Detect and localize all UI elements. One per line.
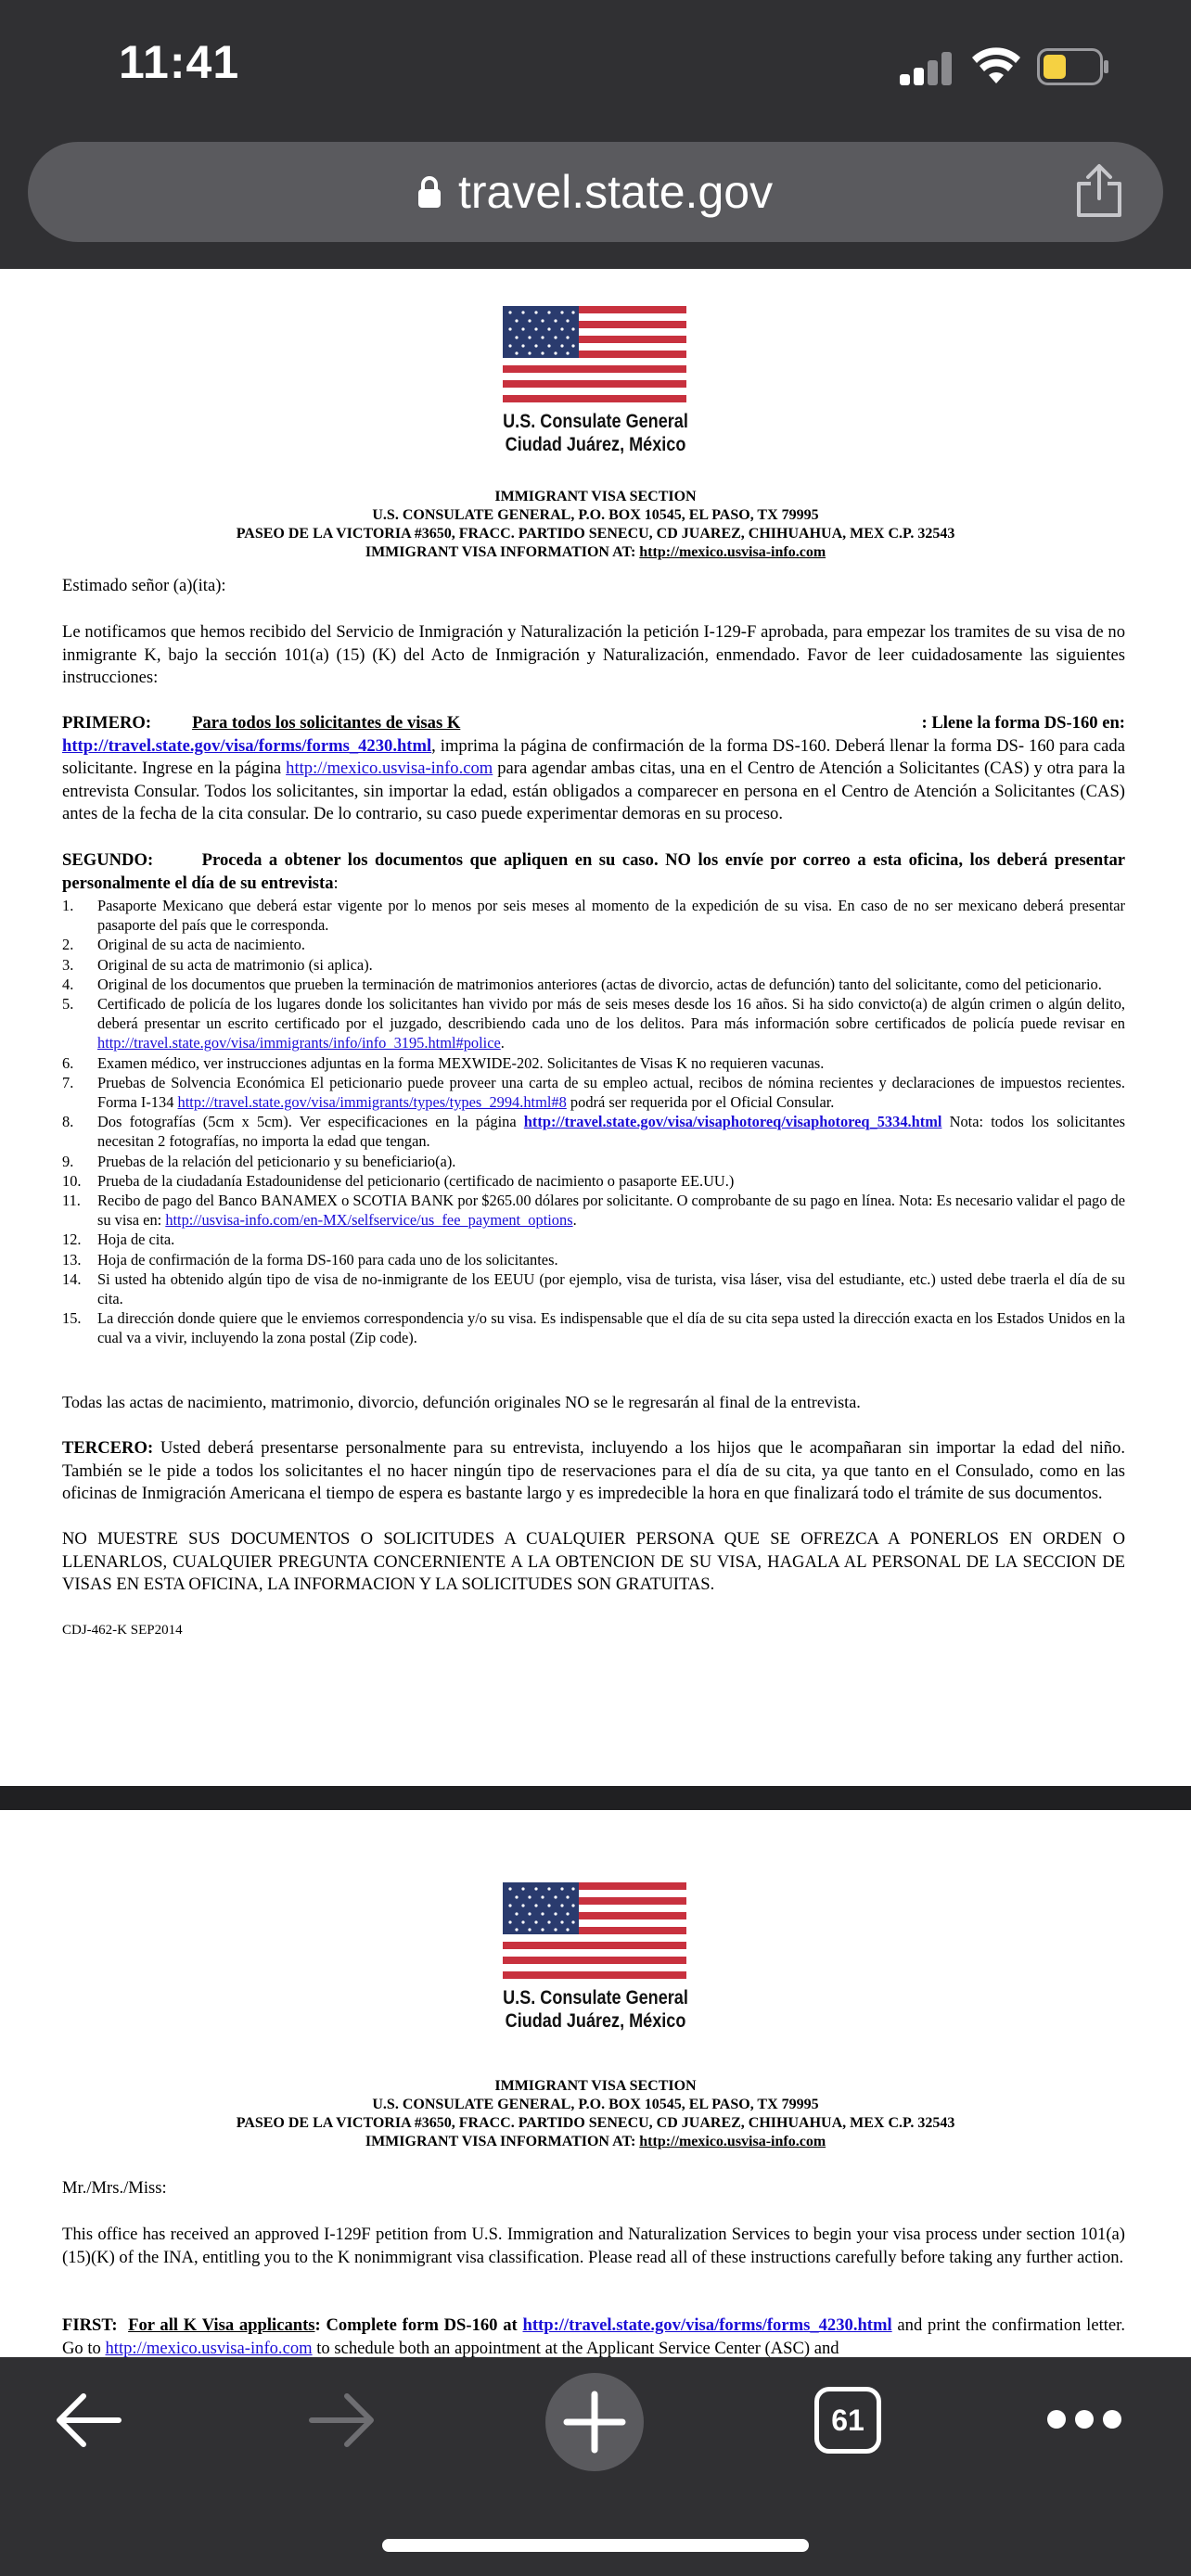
- document-list-item: [62, 1250, 1125, 1269]
- header-link[interactable]: http://mexico.usvisa-info.com: [639, 2134, 826, 2149]
- list-item-text: Original de su acta de nacimiento.: [97, 936, 305, 954]
- letterhead-line: IMMIGRANT VISA SECTION: [494, 2078, 697, 2094]
- logo-line-1: U.S. Consulate General: [503, 411, 688, 432]
- letterhead-line: U.S. CONSULATE GENERAL, P.O. BOX 10545, EL PASO, TX 79995: [372, 2097, 819, 2112]
- back-arrow-icon[interactable]: [54, 2391, 124, 2450]
- salutation: Mr./Mrs./Miss:: [62, 2178, 167, 2198]
- list-item-text: Pruebas de Solvencia Económica El peticionario puede proveer una carta de su empleo actual, recibos de nómina recientes y declaraciones de impuestos recientes. Forma I-134: [97, 1073, 1125, 1112]
- page-separator: [0, 1786, 1191, 1810]
- letterhead-line: PASEO DE LA VICTORIA #3650, FRACC. PARTIDO SENECU, CD JUAREZ, CHIHUAHUA, MEX C.P. 32543: [236, 2115, 955, 2131]
- list-item-number: 5.: [62, 995, 74, 1014]
- intro-paragraph: Le notificamos que hemos recibido del Servicio de Inmigración y Naturalización la petición I-129-F aprobada, para empezar los tramites de su visa de no inmigrante K, bajo la sección 101(a) (15) (K) del Acto de Inmigración y Naturalización, enmendado. Favor de leer cuidadosamente las siguientes instrucciones:: [62, 622, 1125, 687]
- list-item-number: 14.: [62, 1269, 82, 1288]
- document-page-2: [0, 1810, 1191, 2357]
- lock-icon: [417, 175, 442, 209]
- tab-count: 61: [831, 2403, 864, 2437]
- cellular-signal-icon: [900, 52, 952, 85]
- list-item-number: 10.: [62, 1171, 82, 1190]
- warning-paragraph: NO MUESTRE SUS DOCUMENTOS O SOLICITUDES A CUALQUIER PERSONA QUE SE OFREZCA A PONERLOS EN ORDEN O LLENARLOS, CUALQUIER PREGUNTA CONCERNIENTE A LA OBTENCION DE SU VISA, HAGALA AL PERSONAL DE LA SECCION DE VISAS EN ESTA OFICINA, LA INFORMACION Y LA SOLICITUDES SON GRATUITAS.: [62, 1529, 1125, 1594]
- document-list-item: [62, 896, 1125, 935]
- letterhead: [130, 488, 1061, 562]
- first-paragraph: FIRST: For all K Visa applicants: Complete form DS-160 at http://travel.state.gov/visa/forms/forms_4230.html and print the confirmation letter. Go to http://mexico.usvisa-info.com to schedule both an appointment at the Applicant Service Center (ASC) and: [62, 2315, 1125, 2357]
- list-item-number: 1.: [62, 897, 74, 914]
- list-item-number: 6.: [62, 1053, 74, 1072]
- header-link[interactable]: http://mexico.usvisa-info.com: [639, 544, 826, 560]
- document-list-item: [62, 1308, 1125, 1347]
- new-tab-icon[interactable]: [544, 2371, 646, 2473]
- list-item-text: Recibo de pago del Banco BANAMEX o SCOTIA BANK por $265.00 dólares por solicitante. O comprobante de su pago en línea. Nota: Es necesario validar el pago de su visa en:: [97, 1192, 1125, 1230]
- document-list-item: [62, 955, 1125, 975]
- list-item-number: 13.: [62, 1250, 82, 1269]
- list-item-text: Dos fotografías (5cm x 5cm). Ver especificaciones en la página: [97, 1113, 517, 1131]
- document-list-item: [62, 994, 1125, 1053]
- battery-icon: [1037, 48, 1109, 85]
- list-item-text: Pruebas de la relación del peticionario y su beneficiario(a).: [97, 1152, 456, 1170]
- list-item-number: 11.: [62, 1192, 81, 1210]
- list-item-text: Si usted ha obtenido algún tipo de visa de no-inmigrante de los EEUU (por ejemplo, visa de turista, visa láser, visa del estudiante, etc.) usted debe traerla el día de su cita.: [97, 1269, 1125, 1308]
- address-bar-url[interactable]: travel.state.gov: [458, 166, 774, 218]
- list-item-link[interactable]: http://usvisa-info.com/en-MX/selfservice/us_fee_payment_options: [165, 1211, 573, 1230]
- form-code: CDJ-462-K SEP2014: [62, 1623, 183, 1638]
- document-list-item: [62, 1230, 1125, 1249]
- list-item-link[interactable]: http://travel.state.gov/visa/immigrants/info/info_3195.html#police: [97, 1034, 501, 1052]
- list-item-text: Examen médico, ver instrucciones adjuntas en la forma MEXWIDE-202. Solicitantes de Visas K no requieren vacunas.: [97, 1053, 825, 1072]
- letterhead: [130, 2077, 1061, 2151]
- consulate-logo-text: [403, 1986, 788, 2033]
- list-item-text: Hoja de cita.: [97, 1231, 175, 1249]
- consulate-logo-text: [403, 410, 788, 456]
- required-documents-list: [62, 896, 1125, 1348]
- tabs-button[interactable]: [814, 2387, 881, 2454]
- list-item-number: 7.: [62, 1073, 74, 1091]
- letterhead-line: U.S. CONSULATE GENERAL, P.O. BOX 10545, EL PASO, TX 79995: [372, 507, 819, 523]
- intro-paragraph: This office has received an approved I-129F petition from U.S. Immigration and Naturalization Services to begin your visa process under section 101(a)(15)(K) of the INA, entitling you to the K nonimmigrant visa classification. Please read all of these instructions carefully before taking any further action.: [62, 2225, 1125, 2267]
- list-item-link[interactable]: http://travel.state.gov/visa/immigrants/types/types_2994.html#8: [177, 1093, 567, 1112]
- share-icon[interactable]: [1070, 163, 1128, 219]
- salutation: Estimado señor (a)(ita):: [62, 576, 226, 595]
- letterhead-line: IMMIGRANT VISA INFORMATION AT: http://mexico.usvisa-info.com: [365, 544, 826, 560]
- usvisa-info-link[interactable]: http://mexico.usvisa-info.com: [286, 759, 493, 778]
- wifi-icon: [972, 46, 1020, 85]
- document-list-item: [62, 1171, 1125, 1191]
- forward-arrow-icon[interactable]: [306, 2391, 377, 2450]
- list-item-number: 9.: [62, 1152, 74, 1170]
- list-item-text: Certificado de policía de los lugares donde los solicitantes han vivido por más de seis meses desde los 16 años. Si ha sido convicto(a) de algún crimen o algún delito, deberá presentar un escrito certificado por el juzgado, describiendo cada uno de los delitos. Para más información sobre certificados de policía puede revisar en: [97, 995, 1125, 1033]
- list-item-number: 2.: [62, 936, 74, 954]
- letterhead-line: IMMIGRANT VISA INFORMATION AT: http://mexico.usvisa-info.com: [365, 2134, 826, 2149]
- document-list-item: [62, 1269, 1125, 1308]
- document-list-item: [62, 1073, 1125, 1112]
- logo-line-2: Ciudad Juárez, México: [505, 2010, 686, 2032]
- document-list-item: [62, 1053, 1125, 1073]
- list-item-text: Original de los documentos que prueben la terminación de matrimonios anteriores (actas de divorcio, actas de defunción) tanto del solicitante, como del peticionario.: [97, 975, 1102, 993]
- more-options-icon[interactable]: [1044, 2405, 1124, 2433]
- document-list-item: [62, 1112, 1125, 1151]
- list-item-text-after: .: [500, 1034, 505, 1052]
- document-list-item: [62, 975, 1125, 994]
- list-item-number: 15.: [62, 1309, 82, 1328]
- list-item-text-after: podrá ser requerida por el Oficial Consular.: [570, 1093, 835, 1112]
- usvisa-info-link[interactable]: http://mexico.usvisa-info.com: [105, 2338, 313, 2357]
- status-time: 11:41: [119, 36, 240, 88]
- tercero-paragraph: TERCERO: Usted deberá presentarse personalmente para su entrevista, incluyendo a los hijos que le acompañaran sin importar la edad del niño. También se le pide a todos los solicitantes el no hacer ningún tipo de reservaciones para el día de su cita, ya que tanto en el Consulado, como en las oficinas de Inmigración Americana el tiempo de espera es bastante largo y es impredecible la hora en que finalizará todo el trámite de sus documentos.: [62, 1438, 1125, 1503]
- us-flag-logo: [503, 306, 686, 402]
- list-item-text: La dirección donde quiere que le enviemos correspondencia y/o su visa. Es indispensable que el día de su cita sepa usted la dirección exacta en los Estados Unidos en la cual va a vivir, incluyendo la zona postal (Zip code).: [97, 1309, 1125, 1347]
- list-item-text: Prueba de la ciudadanía Estadounidense del peticionario (certificado de nacimiento o pasaporte EE.UU.): [97, 1171, 735, 1190]
- primero-first-line: PRIMERO: Para todos los solicitantes de visas K : Llene la forma DS-160 en:: [62, 713, 1125, 733]
- list-item-number: 4.: [62, 975, 74, 993]
- logo-line-2: Ciudad Juárez, México: [505, 434, 686, 455]
- list-item-text: Original de su acta de matrimonio (si aplica).: [97, 955, 373, 974]
- logo-line-1: U.S. Consulate General: [503, 1987, 688, 2009]
- letterhead-line: PASEO DE LA VICTORIA #3650, FRACC. PARTIDO SENECU, CD JUAREZ, CHIHUAHUA, MEX C.P. 32543: [236, 526, 955, 542]
- list-item-number: 12.: [62, 1231, 82, 1249]
- document-list-item: [62, 1152, 1125, 1171]
- letterhead-line: IMMIGRANT VISA SECTION: [494, 489, 697, 504]
- originals-note: Todas las actas de nacimiento, matrimonio, divorcio, defunción originales NO se le regresarán al final de la entrevista.: [62, 1393, 861, 1411]
- list-item-text-after: Nota: todos los solicitantes necesitan 2 fotografías, no importa la edad que tengan.: [97, 1113, 1125, 1151]
- list-item-text: Pasaporte Mexicano que deberá estar vigente por lo menos por seis meses al momento de la expedición de su visa. En caso de no ser mexicano deberá presentar pasaporte del país que le corresponda.: [97, 897, 1125, 935]
- document-page-1: [0, 269, 1191, 1786]
- list-item-link[interactable]: http://travel.state.gov/visa/visaphotoreq/visaphotoreq_5334.html: [523, 1113, 942, 1131]
- ds160-form-link[interactable]: http://travel.state.gov/visa/forms/forms_4230.html: [62, 735, 432, 756]
- document-list-item: [62, 935, 1125, 954]
- list-item-text: Hoja de confirmación de la forma DS-160 para cada uno de los solicitantes.: [97, 1250, 558, 1269]
- list-item-text-after: .: [572, 1211, 577, 1230]
- home-indicator[interactable]: [382, 2539, 809, 2552]
- primero-paragraph: PRIMERO: Para todos los solicitantes de visas K : Llene la forma DS-160 en: http://travel.state.gov/visa/forms/forms_4230.html, imprima la página de confirmación de la forma DS-160. Deberá llenar la forma DS- 160 para cada solicitante. Ingrese en la página http://mexico.usvisa-info.com para agendar ambas citas, una en el Centro de Atención a Solicitantes (CAS) y otra para la entrevista Consular. Todos los solicitantes, sin importar la edad, están obligados a comparecer en persona en el Centro de Atención a Solicitantes (CAS) antes de la fecha de la cita consular. De lo contrario, su caso puede experimentar demoras en su proceso.: [62, 713, 1125, 823]
- segundo-paragraph: SEGUNDO: Proceda a obtener los documentos que apliquen en su caso. NO los envíe por correo a esta oficina, los deberá presentar personalmente el día de su entrevista:: [62, 850, 1125, 893]
- list-item-number: 8.: [62, 1113, 74, 1131]
- list-item-number: 3.: [62, 955, 74, 974]
- ds160-form-link[interactable]: http://travel.state.gov/visa/forms/forms_4230.html: [522, 2315, 892, 2335]
- us-flag-logo: [503, 1882, 686, 1979]
- document-list-item: [62, 1191, 1125, 1230]
